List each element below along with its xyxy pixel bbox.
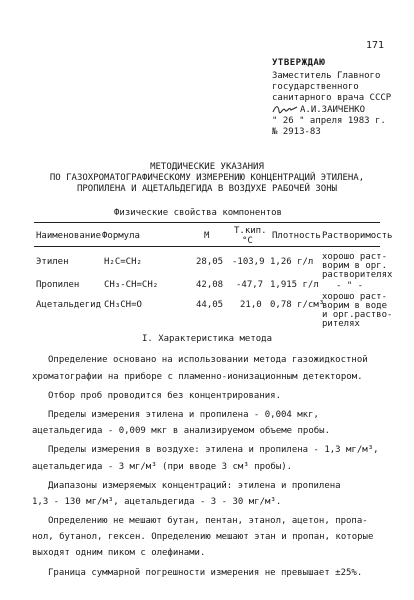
approval-line-1: Заместитель Главного [272, 71, 381, 81]
row-2-density: 1,915 г/л [270, 280, 319, 290]
signature-icon [272, 104, 298, 114]
row-1-solubility-2: ворим в орг. [322, 261, 388, 271]
section-title: I. Характеристика метода [141, 334, 273, 344]
approval-block [272, 58, 412, 138]
title-line-2: ПО ГАЗОХРОМАТОГРАФИЧЕСКОМУ ИЗМЕРЕНИЮ КОНЦЕНТРАЦИЙ ЭТИЛЕНА, [49, 173, 365, 183]
row-3-solubility-4: рителях [322, 319, 360, 329]
row-2-tboil: -47,7 [236, 280, 264, 290]
table-header-rule [34, 246, 380, 247]
para-5-line-1: Диапазоны измеряемых концентраций: этилена и пропилена [48, 481, 341, 491]
document-title [0, 162, 414, 195]
row-2-name: Пропилен [36, 280, 80, 290]
approval-date: " 26 " апреля 1983 г. [272, 116, 386, 126]
row-1-solubility-1: хорошо раст- [322, 252, 388, 262]
approval-line-3: санитарного врача СССР [272, 93, 392, 103]
approval-signature-line [272, 104, 412, 116]
para-2: Отбор проб проводится без концентрирования. [48, 391, 281, 401]
header-solubility: Растворимость [322, 231, 393, 241]
row-3-tboil: 21,0 [240, 300, 262, 310]
row-1-density: 1,26 г/л [270, 257, 314, 267]
approval-line-2: государственного [272, 82, 359, 92]
para-6-line-2: нол, бутанол, гексен. Определению мешают этан и пропан, которые [32, 532, 374, 542]
approval-number: № 2913-83 [272, 127, 321, 137]
para-3-line-2: ацетальдегида - 0,009 мкг в анализируемом объеме пробы. [32, 426, 331, 436]
para-4-line-1: Пределы измерения в воздухе: этилена и пропилена - 1,3 мг/м³, [48, 445, 379, 455]
row-3-solubility-3: и орг.раство- [322, 310, 393, 320]
approval-signatory: А.И.ЗАИЧЕНКО [300, 105, 366, 115]
row-3-solubility-2: ворим в воде [322, 301, 388, 311]
para-3-line-1: Пределы измерения этилена и пропилена - 0,004 мкг, [48, 410, 319, 420]
header-formula: Формула [102, 231, 140, 241]
para-7: Граница суммарной погрешности измерения не превышает ±25%. [48, 568, 363, 578]
row-2-formula: CH₃-CH=CH₂ [104, 280, 159, 290]
row-1-m: 28,05 [196, 257, 224, 267]
para-1-line-2: хроматографии на приборе с пламенно-ионизационным детектором. [32, 372, 363, 382]
row-3-solubility-1: хорошо раст- [322, 292, 388, 302]
row-1-tboil: -103,9 [232, 257, 265, 267]
para-1-line-1: Определение основано на использовании метода газожидкостной [48, 355, 368, 365]
table-top-rule [34, 222, 380, 223]
header-m: М [204, 231, 210, 241]
title-line-1: МЕТОДИЧЕСКИЕ УКАЗАНИЯ [150, 162, 264, 172]
row-3-density: 0,78 г/см³ [270, 300, 325, 310]
row-2-m: 42,08 [196, 280, 224, 290]
para-6-line-1: Определению не мешают бутан, пентан, этанол, ацетон, пропа- [48, 516, 368, 526]
approval-title: УТВЕРЖДАЮ [272, 58, 326, 68]
header-density: Плотность [272, 231, 321, 241]
table-caption: Физические свойства компонентов [114, 208, 282, 218]
para-6-line-3: выходят одним пиком с олефинами. [32, 548, 206, 558]
para-4-line-2: ацетальдегида - 3 мг/м³ (при вводе 3 см³ пробы). [32, 462, 293, 472]
para-5-line-2: 1,3 - 130 мг/м³, ацетальдегида - 3 - 30 мг/м³. [32, 497, 282, 507]
row-3-formula: CH₃CH=O [104, 300, 142, 310]
row-2-solubility: - " - [336, 281, 364, 291]
row-3-m: 44,05 [196, 300, 224, 310]
header-tboil: Т.кип. [234, 226, 267, 236]
title-line-3: ПРОПИЛЕНА И АЦЕТАЛЬДЕГИДА В ВОЗДУХЕ РАБОЧЕЙ ЗОНЫ [76, 184, 338, 194]
row-3-name: Ацетальдегид [36, 300, 102, 310]
page-number: 171 [366, 40, 385, 51]
header-tboil-unit: °С [242, 236, 253, 246]
row-1-name: Этилен [36, 257, 69, 267]
header-name: Наименование [36, 231, 102, 241]
row-1-solubility-3: растворителях [322, 270, 393, 280]
row-1-formula: H₂C=CH₂ [104, 257, 142, 267]
